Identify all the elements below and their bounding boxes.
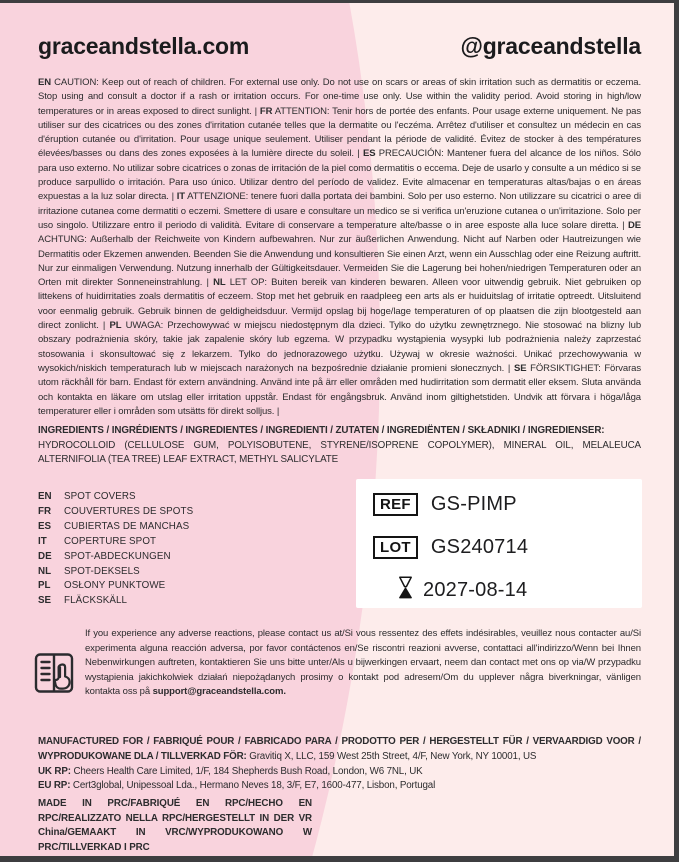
ref-value: GS-PIMP (430, 493, 517, 515)
ref-symbol: REF (373, 493, 418, 516)
product-name-row (38, 535, 193, 550)
page-edge-top (0, 0, 679, 3)
language-code: FR (38, 505, 52, 517)
lot-symbol: LOT (373, 536, 418, 559)
language-code: EN (38, 491, 52, 502)
brand-website: graceandstella.com (38, 33, 250, 59)
product-name-list (38, 490, 193, 609)
ingredients-list: HYDROCOLLOID (CELLULOSE GUM, POLYISOBUTENE, STYRENE/ISOPRENE COPOLYMER), MINERAL OIL, MELALEUCA ALTERNIFOLIA (TEA TREE) LEAF EXTRACT, METHYL SALICYLATE (38, 439, 641, 465)
eu-rp-value: Cert3global, Unipessoal Lda., Hermano Neves 18, 3/F, E7, 1600-477, Lisbon, Portugal (72, 780, 436, 792)
lot-value: GS240714 (430, 536, 529, 558)
ingredients-heading: INGREDIENTS / INGRÉDIENTS / INGREDIENTES / INGREDIENTI / ZUTATEN / INGREDIËNTEN / SKŁADNIKI / INGREDIENSER: (38, 425, 605, 436)
manufacturer-section (38, 735, 641, 794)
uk-rp-line (38, 765, 641, 780)
manufactured-for-value: Gravitiq X, LLC, 159 West 25th Street, 4/F, New York, NY 10001, US (249, 750, 537, 762)
adverse-reaction-text: If you experience any adverse reactions, please contact us at/Si vous ressentez des effets indésirables, veuillez nous contacter au/Si experimenta alguna reacción adversa, por favor contáctenos en/Se riscontri reazioni avverse, contattaci all'indirizzo/Wenn bei Ihnen Nebenwirkungen auftreten, kontaktieren Sie uns bitte unter/Als u bijwerkingen ervaart, neem dan contact met ons op via/W przypadku wystąpienia jakichkolwiek działań niepożądanych prosimy o kontakt pod adresem/Om du upplever några biverkningar, vänligen kontakta oss på (85, 628, 641, 697)
eu-rp-label: EU RP: (38, 780, 71, 792)
read-instructions-icon (33, 651, 75, 706)
language-code: IT (38, 535, 47, 547)
product-name-row (38, 594, 193, 609)
eu-rp-line (38, 779, 641, 794)
product-name: SPOT-DEKSELS (64, 565, 140, 577)
ref-row (373, 493, 517, 516)
product-name-row (38, 550, 193, 565)
udi-info-box (356, 479, 642, 608)
manufactured-for-line (38, 735, 641, 765)
language-code: ES (38, 520, 52, 532)
brand-social-handle: @graceandstella (460, 33, 641, 59)
page-edge-right (674, 0, 679, 862)
lot-row (373, 536, 528, 559)
product-name: COPERTURE SPOT (64, 535, 157, 547)
product-name-row (38, 490, 193, 505)
product-name-row (38, 505, 193, 520)
product-name-row (38, 565, 193, 580)
product-name: OSŁONY PUNKTOWE (64, 580, 166, 592)
product-name-row (38, 520, 193, 535)
caution-paragraph: EN CAUTION: Keep out of reach of children. For external use only. Do not use on scars or areas of skin irritation such as dermatitis or eczema. Stop using and consult a doctor if a rash or irritation occurs. For one-time use only. Use within the validity period. Avoid storing in high/low temperatures or in areas exposed to direct sunlight. | FR ATTENTION: Tenir hors de portée des enfants. Pour usage externe uniquement. Ne pas utiliser sur des cicatrices ou des zones d'irritation cutanée telles que la dermatite ou l'eczéma. Arrêtez d'utiliser et consultez un médecin en cas d'éruption cutanée ou d'irritation. Pour usage unique seulement. Utiliser pendant la période de validité. Évitez de stocker à des températures élevées/basses ou dans des zones exposées à la lumière directe du soleil. | ES PRECAUCIÓN: Mantener fuera del alcance de los niños. Sólo para uso externo. No utilizar sobre cicatrices o zonas de irritación de la piel como dermatitis o eccema. Deje de usarlo y consulte a un médico si se produce sarpullido o irritación. Para uso único. Utilizar dentro del período de validez. Evite almacenar en temperaturas altas/bajas o en áreas expuestas a la luz solar directa. | IT ATTENZIONE: tenere fuori dalla portata dei bambini. Solo per uso esterno. Non utilizzare su cicatrici o aree di irritazione cutanea come dermatiti o eczemi. Smettere di usare e consultare un medico se si verifica un'eruzione cutanea o un'irritazione. Solo per uso singolo. Utilizzare entro il periodo di validità. Evitare di conservare a temperature alte/basse o in aree esposte alla luce solare diretta. | DE ACHTUNG: Außerhalb der Reichweite von Kindern aufbewahren. Nur zur äußerlichen Anwendung. Nicht auf Narben oder Hautreizungen wie Dermatitis oder Ekzemen anwenden. Beenden Sie die Anwendung und konsultieren Sie einen Arzt, wenn ein Ausschlag oder eine Reizung auftritt. Nur zur einmaligen Verwendung. Nutzung innerhalb der Gültigkeitsdauer. Vermeiden Sie die Lagerung bei hohen/niedrigen Temperaturen oder an Orten mit direkter Sonneneinstrahlung. | NL LET OP: Buiten bereik van kinderen bewaren. Alleen voor uitwendig gebruik. Niet gebruiken op littekens of huidirritaties zoals dermatitis of eczeem. Stop met het gebruik en raadpleeg een arts als er huiduitslag of irritatie optreedt. Uitsluitend voor eenmalig gebruik. Gebruik binnen de geldigheidsduur. Vermijd opslag bij hoge/lage temperaturen of op plaatsen die zijn blootgesteld aan direct zonlicht. | PL UWAGA: Przechowywać w miejscu niedostępnym dla dzieci. Tylko do użytku zewnętrznego. Nie stosować na blizny lub obszary podrażnienia skóry, takie jak zapalenie skóry lub egzema. W przypadku wystąpienia wysypki lub podrażnienia należy zaprzestać stosowania i skonsultować się z lekarzem. Tylko do jednorazowego użytku. Używaj w okresie ważności. Unikać przechowywania w wysokich/niskich temperaturach lub w miejscach narażonych na bezpośrednie działanie promieni słonecznych. | SE FÖRSIKTIGHET: Förvaras utom räckhåll för barn. Endast för extern användning. Använd inte på ärr eller områden med hudirritation som dermatit eller eksem. Sluta använda och kontakta en läkare om utslag eller irritation uppstår. Endast för engångsbruk. Använd inom giltighetstiden. Undvik att förvara i höga/låga temperaturer eller i områden som utsätts för direkt solljus. | (38, 77, 642, 417)
adverse-reaction-notice (85, 627, 641, 700)
hourglass-icon (398, 576, 413, 604)
expiry-row (398, 576, 527, 604)
ingredients-section (38, 424, 641, 468)
language-code: NL (38, 565, 52, 577)
uk-rp-value: Cheers Health Care Limited, 1/F, 184 Shepherds Bush Road, London, W6 7NL, UK (73, 765, 423, 777)
made-in-statement: MADE IN PRC/FABRIQUÉ EN RPC/HECHO EN RPC/REALIZZATO NELLA RPC/HERGESTELLT IN DER VR China/GEMAAKT IN VRC/WYPRODUKOWANO W PRC/TILLVERKAD I PRC (38, 798, 312, 853)
product-name: FLÄCKSKÄLL (64, 595, 128, 607)
manufactured-for-label: MANUFACTURED FOR / FABRIQUÉ POUR / FABRICADO PARA / PRODOTTO PER / HERGESTELLT FÜR / VERVAARDIGD VOOR / WYPRODUKOWANE DLA / TILLVERKAD FÖR: (38, 736, 641, 762)
product-name: COUVERTURES DE SPOTS (64, 505, 194, 517)
language-code: DE (38, 550, 52, 562)
product-name-row (38, 579, 193, 594)
support-email: support@graceandstella.com. (152, 686, 286, 697)
product-name: CUBIERTAS DE MANCHAS (64, 520, 190, 532)
language-code: PL (38, 580, 51, 592)
expiry-date: 2027-08-14 (423, 578, 528, 601)
product-name: SPOT-ABDECKUNGEN (64, 550, 171, 562)
product-name: SPOT COVERS (64, 491, 136, 502)
uk-rp-label: UK RP: (38, 765, 71, 777)
page-edge-bottom (0, 856, 679, 862)
language-code: SE (38, 595, 52, 607)
